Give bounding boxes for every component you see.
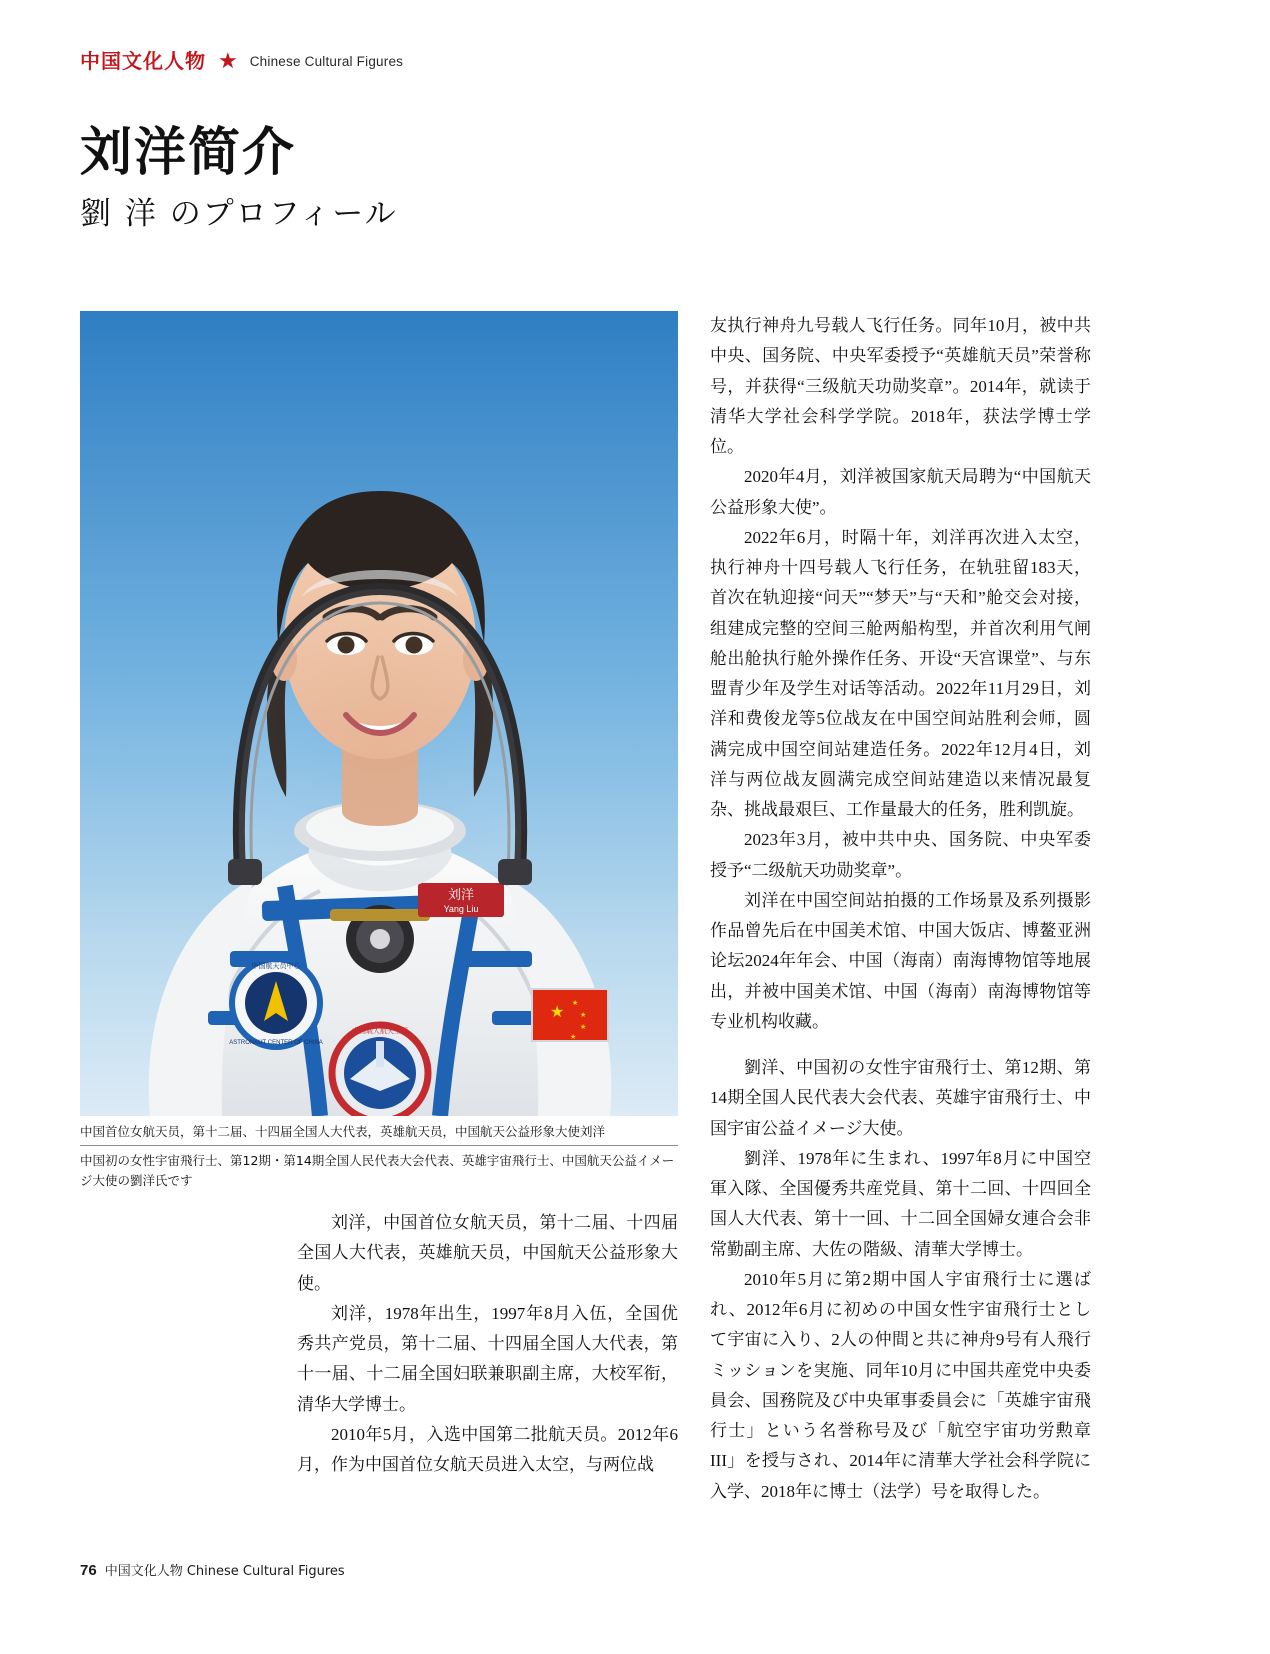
left-text-column xyxy=(297,1208,678,1480)
portrait-photo xyxy=(80,311,678,1116)
masthead-title-cn: 中国文化人物 xyxy=(80,49,206,73)
svg-text:刘洋: 刘洋 xyxy=(447,888,475,903)
masthead-title-en: Chinese Cultural Figures xyxy=(249,53,404,69)
footer-publication-name: 中国文化人物 Chinese Cultural Figures xyxy=(104,1564,345,1579)
svg-text:★: ★ xyxy=(570,1033,577,1041)
masthead xyxy=(80,50,403,72)
paragraph: 劉洋、1978年に生まれ、1997年8月に中国空軍入隊、全国優秀共産党員、第十二回、十四回全国人大代表、第十一回、十二回全国婦女連合会非常勤副主席、大佐の階級、清華大学博士。 xyxy=(710,1148,1091,1259)
star-icon: ★ xyxy=(218,48,238,73)
svg-text:★: ★ xyxy=(580,1023,587,1031)
paragraph: 刘洋在中国空间站拍摄的工作场景及系列摄影作品曾先后在中国美术馆、中国大饭店、博鳌亚洲论坛2024年年会、中国（海南）南海博物馆等地展出，并被中国美术馆、中国（海南）南海博物馆等专业机构收藏。 xyxy=(710,890,1091,1031)
paragraph: 2022年6月，时隔十年，刘洋再次进入太空，执行神舟十四号载人飞行任务，在轨驻留183天，首次在轨迎接“问天”“梦天”与“天和”舱交会对接，组建成完整的空间三舱两船构型，并首次利用气闸舱出舱执行舱外操作任务、开设“天宫课堂”、与东盟青少年及学生对话等活动。2022年11月29日，刘洋和费俊龙等5位战友在中国空间站胜利会师，圆满完成中国空间站建造任务。2022年12月4日，刘洋与两位战友圆满完成空间站建造以来情况最复杂、挑战最艰巨、工作量最大的任务，胜利凯旋。 xyxy=(710,527,1091,819)
page-footer xyxy=(80,1560,345,1579)
right-text-column xyxy=(710,311,1091,1507)
svg-text:Yang Liu: Yang Liu xyxy=(443,904,479,914)
svg-text:★: ★ xyxy=(580,1011,587,1019)
paragraph: 友执行神舟九号载人飞行任务。同年10月，被中共中央、国务院、中央军委授予“英雄航天员”荣誉称号，并获得“三级航天功勋奖章”。2014年，就读于清华大学社会科学学院。2018年，获法学博士学位。 xyxy=(710,316,1091,456)
paragraph: 2023年3月，被中共中央、国务院、中央军委授予“二级航天功勋奖章”。 xyxy=(710,830,1091,880)
paragraph: 劉洋、中国初の女性宇宙飛行士、第12期、第14期全国人民代表大会代表、英雄宇宙飛行士、中国宇宙公益イメージ大使。 xyxy=(710,1058,1091,1138)
page-number: 76 xyxy=(80,1562,97,1579)
svg-text:中国航天员中心: 中国航天员中心 xyxy=(251,962,301,970)
paragraph: 刘洋，1978年出生，1997年8月入伍，全国优秀共产党员，第十二届、十四届全国人大代表，第十一届、十二届全国妇联兼职副主席，大校军衔，清华大学博士。 xyxy=(297,1303,678,1414)
paragraph: 2020年4月，刘洋被国家航天局聘为“中国航天公益形象大使”。 xyxy=(710,467,1091,517)
photo-caption-cn: 中国首位女航天员，第十二届、十四届全国人大代表，英雄航天员，中国航天公益形象大使刘洋 xyxy=(80,1122,678,1146)
svg-text:★: ★ xyxy=(572,999,579,1007)
photo-caption-jp: 中国初の女性宇宙飛行士、第12期・第14期全国人民代表大会代表、英雄宇宙飛行士、中国航天公益イメージ大使の劉洋氏です xyxy=(80,1153,675,1188)
photo-caption xyxy=(80,1122,678,1190)
svg-text:★: ★ xyxy=(550,1002,565,1021)
portrait-illustration xyxy=(80,311,678,1116)
paragraph: 2010年5月，入选中国第二批航天员。2012年6月，作为中国首位女航天员进入太空，与两位战 xyxy=(297,1424,678,1474)
paragraph: 刘洋，中国首位女航天员，第十二届、十四届全国人大代表，英雄航天员，中国航天公益形象大使。 xyxy=(297,1213,678,1293)
svg-text:ASTRONAUT CENTER OF CHINA: ASTRONAUT CENTER OF CHINA xyxy=(229,1040,323,1046)
page-title-cn: 刘洋简介 xyxy=(80,123,297,183)
section-spacer xyxy=(710,1037,1091,1053)
page-title-jp: 劉 洋 のプロフィール xyxy=(80,196,398,232)
paragraph: 2010年5月に第2期中国人宇宙飛行士に選ばれ、2012年6月に初めの中国女性宇宙飛行士として宇宙に入り、2人の仲間と共に神舟9号有人飛行ミッションを実施、同年10月に中国共産党中央委員会、国務院及び中央軍事委員会に「英雄宇宙飛行士」という名誉称号及び「航空宇宙功労勲章III」を授与され、2014年に清華大学社会科学院に入学、2018年に博士（法学）号を取得した。 xyxy=(710,1269,1091,1501)
svg-text:中国载人航天工程: 中国载人航天工程 xyxy=(352,1027,408,1035)
